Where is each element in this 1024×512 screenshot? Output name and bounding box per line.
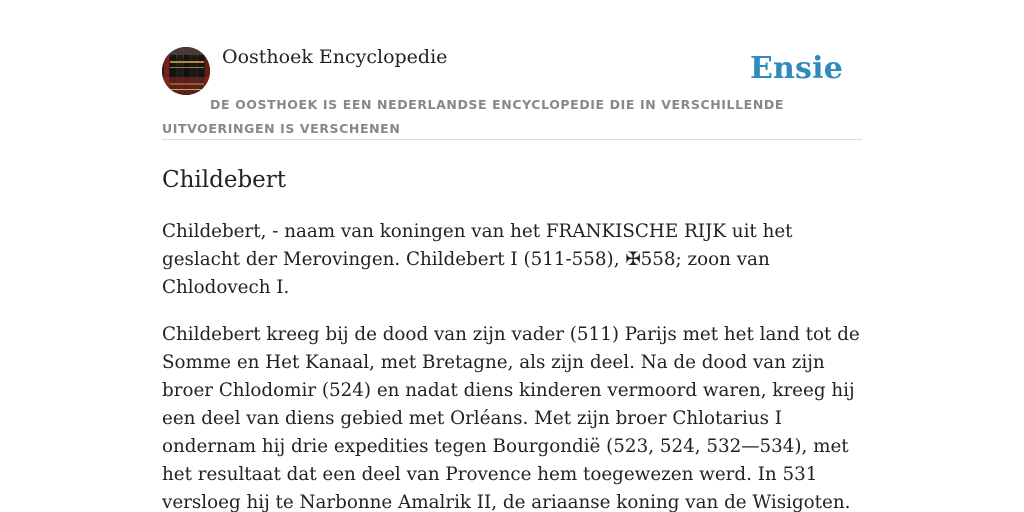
page	[162, 40, 862, 512]
brand-logo[interactable]: Ensie	[749, 51, 843, 86]
article-paragraph: Childebert kreeg bij de dood van zijn vader (511) Parijs met het land tot de Somme en Het Kanaal, met Bretagne, als zijn deel. Na de dood van zijn broer Chlodomir (524) en nadat diens kinderen vermoord waren, kreeg hij een deel van diens gebied met Orléans. Met zijn broer Chlotarius I ondernam hij drie expedities tegen Bourgondië (523, 524, 532—534), met het resultaat dat een deel van Provence hem toegewezen werd. In 531 versloeg hij te Narbonne Amalrik II, de ariaanse koning van de Wisigoten.	[162, 324, 860, 512]
books-icon	[162, 47, 210, 95]
encyclopedia-books-avatar[interactable]	[162, 47, 210, 95]
site-header	[162, 40, 862, 140]
article-title: Childebert	[162, 167, 287, 193]
site-name[interactable]: Oosthoek Encyclopedie	[222, 46, 448, 68]
site-tagline: DE OOSTHOEK IS EEN NEDERLANDSE ENCYCLOPEDIE DIE IN VERSCHILLENDE UITVOERINGEN IS VERSCHENEN	[162, 97, 784, 136]
article-paragraph: Childebert, - naam van koningen van het FRANKISCHE RIJK uit het geslacht der Merovingen. Childebert I (511-558), ✠558; zoon van Chlodovech I.	[162, 221, 793, 298]
